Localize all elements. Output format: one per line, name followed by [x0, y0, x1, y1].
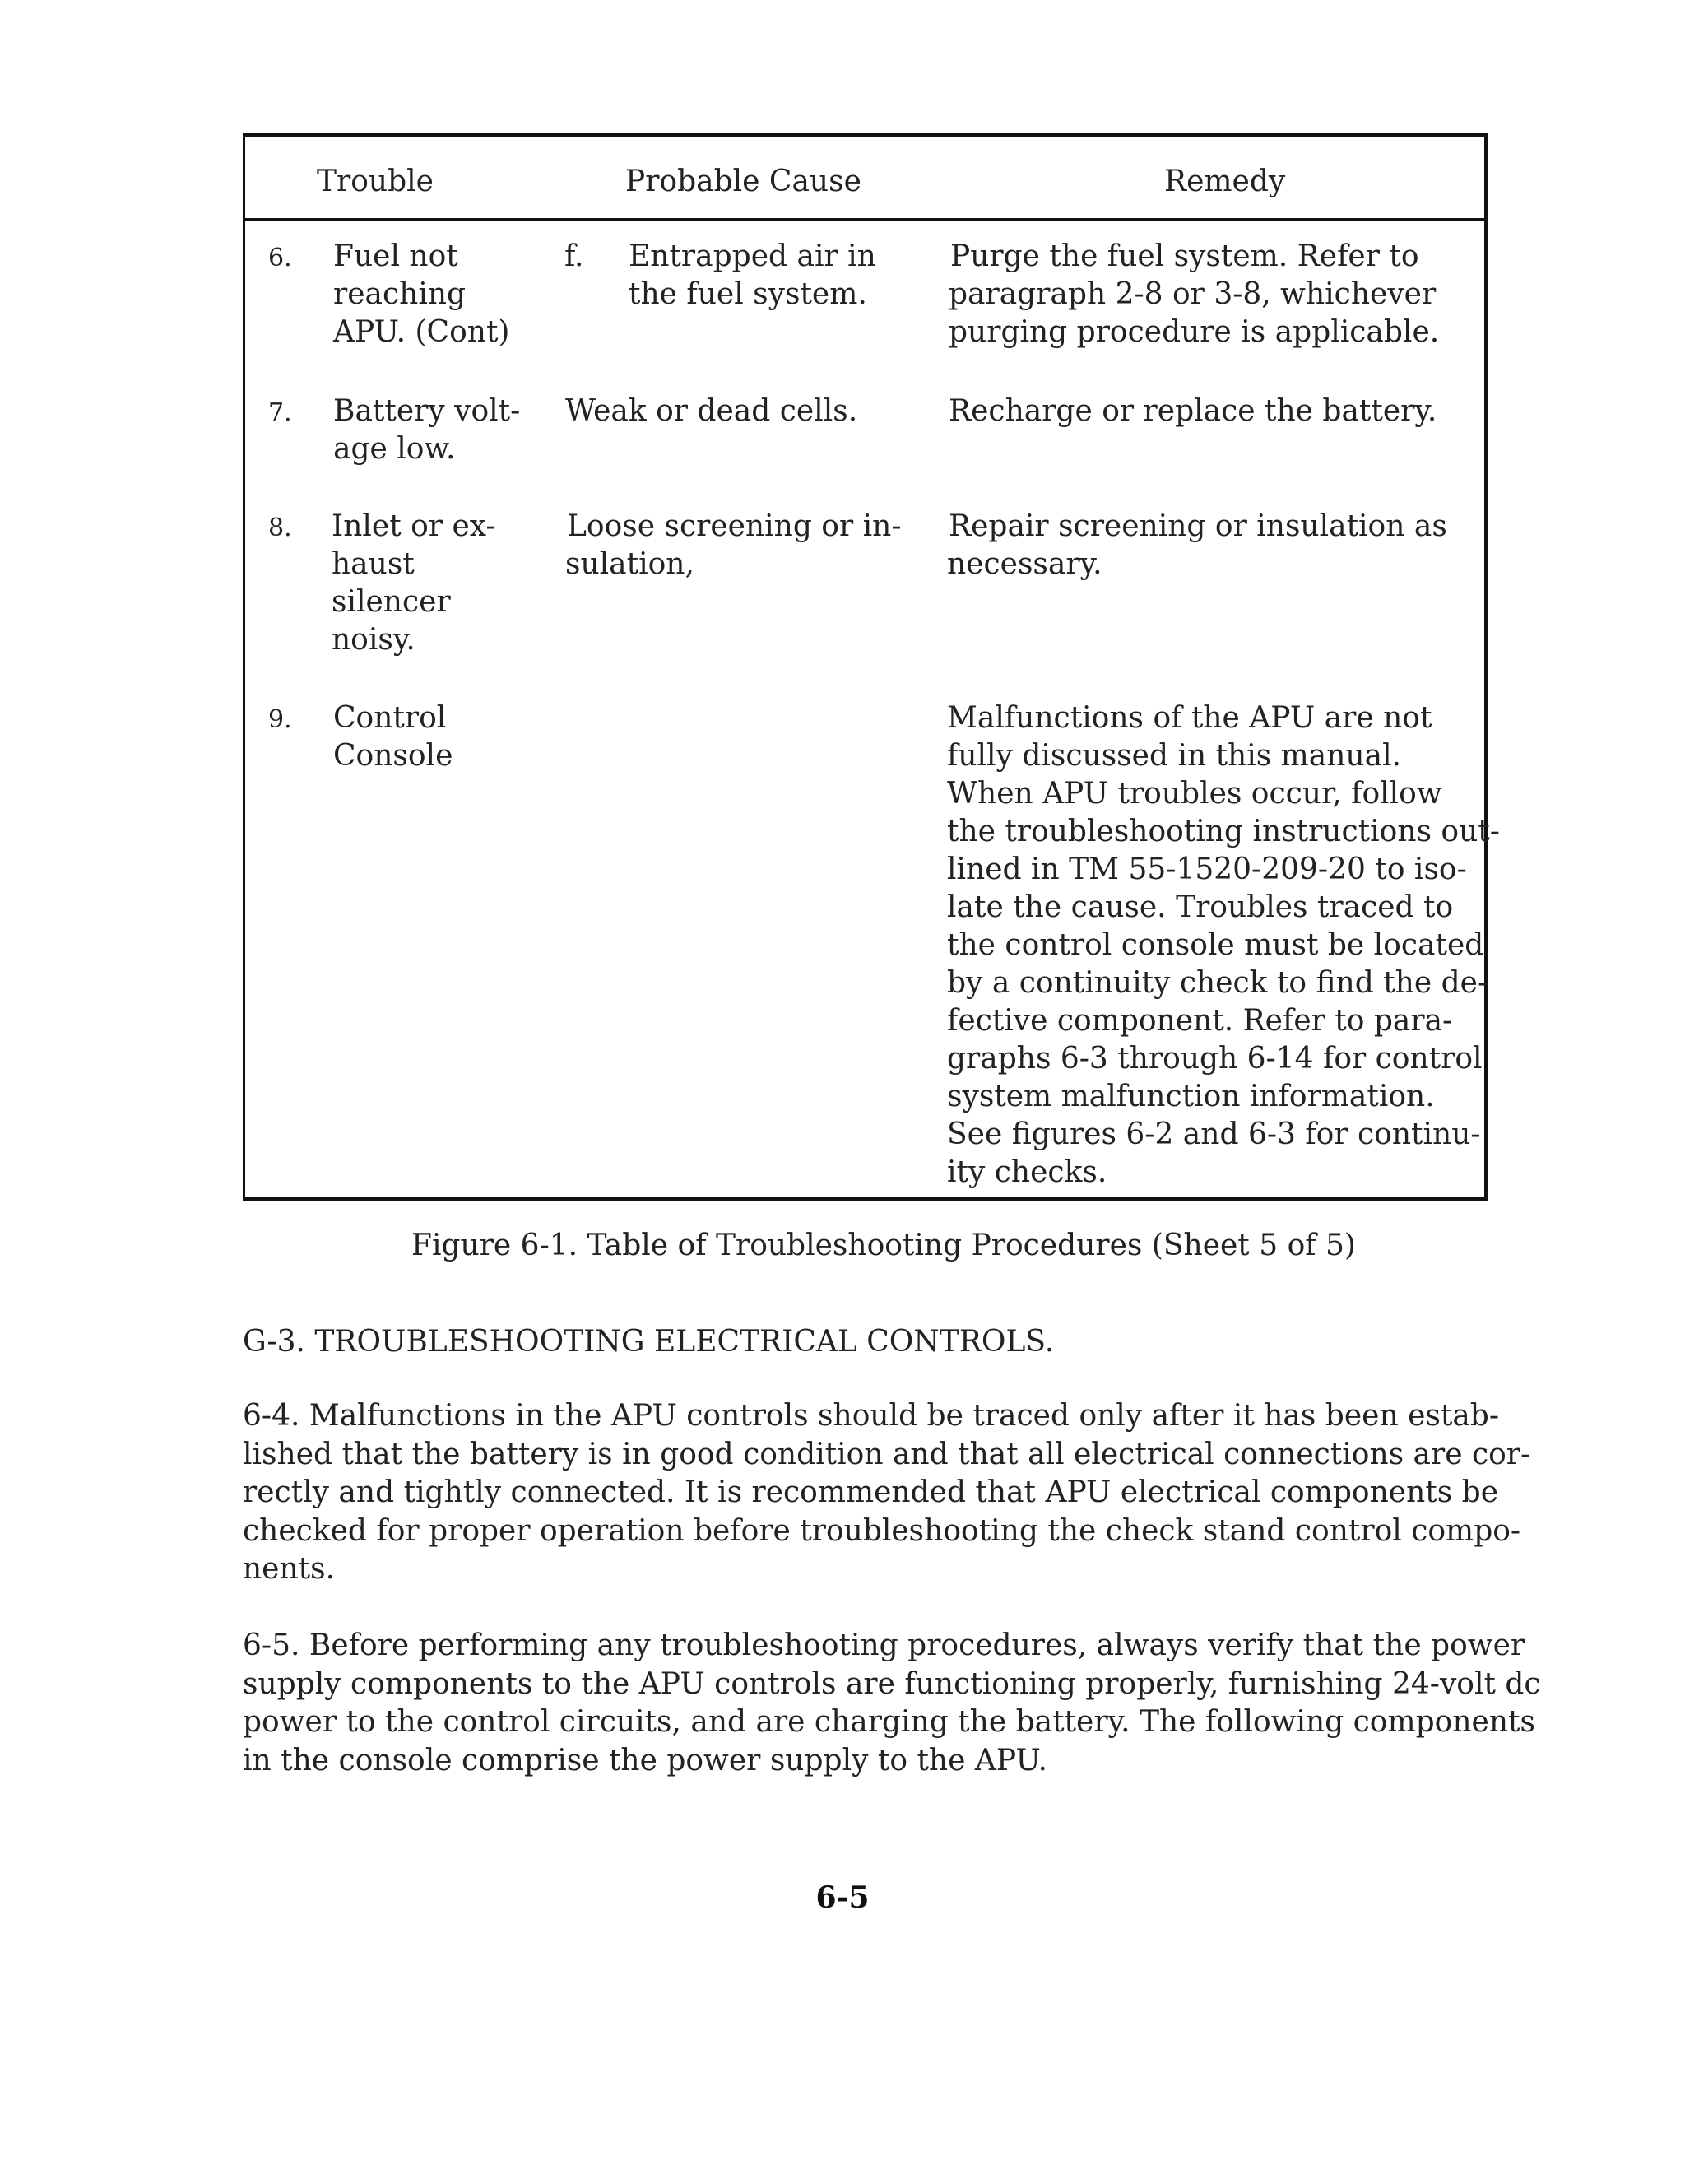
cause-line: Weak or dead cells. [565, 394, 858, 428]
remedy-line: the troubleshooting instructions out- [947, 815, 1500, 848]
trouble-line: haust [332, 547, 415, 581]
remedy-line: necessary. [947, 547, 1102, 581]
paragraph-line: in the console comprise the power supply to the APU. [243, 1743, 1047, 1777]
cause-line: Loose screening or in- [567, 509, 902, 543]
remedy-line: the control console must be located [947, 928, 1484, 962]
remedy-line: fully discussed in this manual. [947, 739, 1402, 773]
page-number: 6-5 [815, 1880, 870, 1915]
remedy-line: Recharge or replace the battery. [949, 394, 1437, 428]
trouble-line: Battery volt- [333, 394, 521, 428]
remedy-line: system malfunction information. [947, 1080, 1435, 1113]
paragraph-line: rectly and tightly connected. It is recommended that APU electrical components be [243, 1475, 1498, 1509]
paragraph-line: lished that the battery is in good condition and that all electrical connections are cor- [243, 1437, 1531, 1471]
remedy-line: fective component. Refer to para- [947, 1004, 1453, 1038]
remedy-line: paragraph 2-8 or 3-8, whichever [949, 277, 1437, 311]
remedy-line: ity checks. [947, 1155, 1107, 1189]
remedy-line: late the cause. Troubles traced to [947, 890, 1454, 924]
trouble-line: silencer [332, 585, 451, 619]
remedy-line: purging procedure is applicable. [949, 315, 1440, 349]
trouble-line: Fuel not [333, 239, 458, 273]
paragraph-line: 6-5. Before performing any troubleshooting procedures, always verify that the power [243, 1629, 1525, 1662]
cause-letter: f. [564, 239, 584, 273]
row-number: 8. [268, 513, 292, 542]
header-trouble: Trouble [317, 165, 434, 198]
header-probable-cause: Probable Cause [625, 165, 861, 198]
cause-line: the fuel system. [629, 277, 867, 311]
paragraph-6-5 [243, 1627, 1541, 1780]
troubleshooting-table [243, 133, 1500, 1201]
row-number: 7. [268, 398, 292, 427]
section-heading: G-3. TROUBLESHOOTING ELECTRICAL CONTROLS. [243, 1325, 1055, 1359]
trouble-line: Inlet or ex- [332, 509, 496, 543]
paragraph-line: 6-4. Malfunctions in the APU controls should be traced only after it has been estab- [243, 1399, 1499, 1433]
row-number: 6. [268, 244, 292, 272]
paragraph-line: supply components to the APU controls are functioning properly, furnishing 24-volt dc [243, 1666, 1541, 1701]
cause-line: Entrapped air in [629, 239, 876, 273]
trouble-line: Console [333, 739, 453, 773]
remedy-line: Purge the fuel system. Refer to [950, 239, 1419, 273]
paragraph-6-4 [243, 1397, 1531, 1589]
figure-caption: Figure 6-1. Table of Troubleshooting Procedures (Sheet 5 of 5) [411, 1229, 1356, 1262]
cause-line: sulation, [565, 547, 694, 581]
remedy-line: lined in TM 55-1520-209-20 to iso- [947, 853, 1467, 886]
paragraph-line: checked for proper operation before troubleshooting the check stand control compo- [243, 1513, 1521, 1548]
table-header-row [245, 137, 1484, 221]
remedy-line: Malfunctions of the APU are not [947, 701, 1432, 735]
header-remedy: Remedy [1164, 165, 1286, 198]
row-number: 9. [268, 705, 292, 734]
remedy-line: When APU troubles occur, follow [947, 777, 1442, 811]
paragraph-line: nents. [243, 1552, 336, 1586]
paragraph-line: power to the control circuits, and are charging the battery. The following components [243, 1705, 1535, 1739]
trouble-line: age low. [333, 432, 456, 466]
remedy-line: by a continuity check to find the de- [947, 966, 1488, 1000]
remedy-line: See figures 6-2 and 6-3 for continu- [947, 1118, 1481, 1151]
trouble-line: reaching [333, 277, 467, 311]
trouble-line: noisy. [332, 623, 415, 657]
remedy-line: graphs 6-3 through 6-14 for control [947, 1042, 1483, 1076]
remedy-line: Repair screening or insulation as [949, 509, 1447, 543]
trouble-line: Control [333, 701, 447, 735]
trouble-line: APU. (Cont) [333, 315, 510, 349]
